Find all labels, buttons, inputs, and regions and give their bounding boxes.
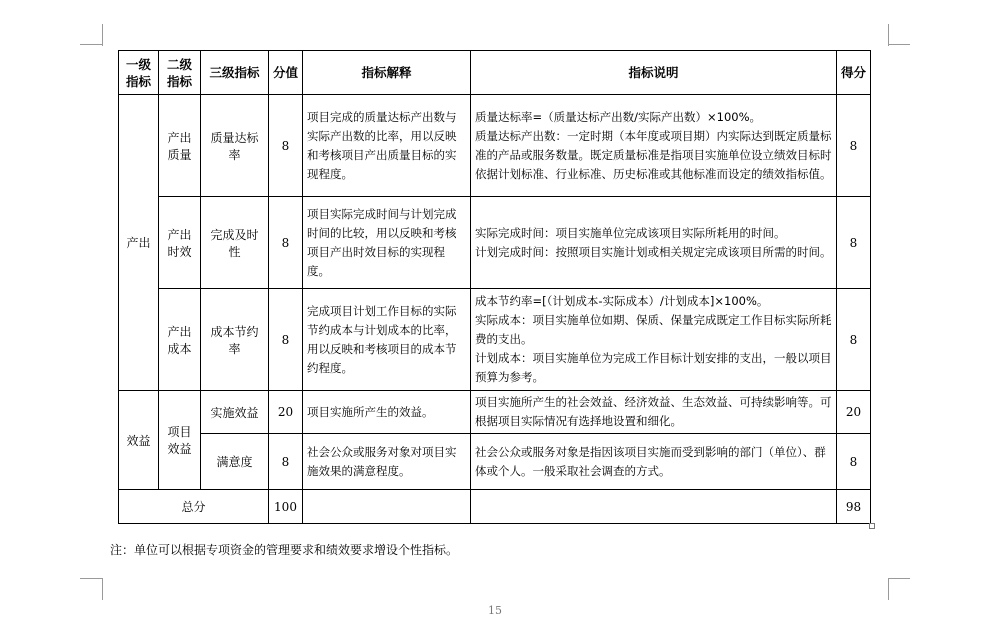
table-row bbox=[119, 391, 871, 434]
header-level1: 一级指标 bbox=[119, 51, 159, 95]
crop-mark bbox=[888, 44, 910, 45]
level2-cell: 产出成本 bbox=[159, 289, 201, 391]
empty-cell bbox=[303, 490, 471, 524]
level3-cell: 成本节约率 bbox=[201, 289, 269, 391]
crop-mark bbox=[80, 578, 102, 579]
explanation-cell: 社会公众或服务对象对项目实施效果的满意程度。 bbox=[303, 434, 471, 490]
explanation-cell: 项目完成的质量达标产出数与实际产出数的比率，用以反映和考核项目产出质量目标的实现程度。 bbox=[303, 95, 471, 197]
crop-mark bbox=[888, 578, 889, 600]
score-cell: 20 bbox=[837, 391, 871, 434]
crop-mark bbox=[888, 24, 889, 46]
level2-cell: 产出质量 bbox=[159, 95, 201, 197]
table-header-row bbox=[119, 51, 871, 95]
header-level3: 三级指标 bbox=[201, 51, 269, 95]
score-cell: 8 bbox=[837, 95, 871, 197]
weight-cell: 8 bbox=[269, 197, 303, 289]
description-cell: 质量达标率=（质量达标产出数/实际产出数）×100%。 质量达标产出数：一定时期（本年度或项目期）内实际达到既定质量标准的产品或服务数量。既定质量标准是指项目实施单位设立绩效目标时依据计划标准、行业标准、历史标准或其他标准而设定的绩效指标值。 bbox=[471, 95, 837, 197]
table-row bbox=[119, 289, 871, 391]
score-cell: 8 bbox=[837, 434, 871, 490]
total-score: 98 bbox=[837, 490, 871, 524]
header-weight: 分值 bbox=[269, 51, 303, 95]
header-explanation: 指标解释 bbox=[303, 51, 471, 95]
explanation-cell: 项目实际完成时间与计划完成时间的比较，用以反映和考核项目产出时效目标的实现程度。 bbox=[303, 197, 471, 289]
crop-mark bbox=[102, 24, 103, 46]
level3-cell: 满意度 bbox=[201, 434, 269, 490]
total-label: 总分 bbox=[119, 490, 269, 524]
explanation-cell: 完成项目计划工作目标的实际节约成本与计划成本的比率，用以反映和考核项目的成本节约程度。 bbox=[303, 289, 471, 391]
performance-indicator-table bbox=[118, 50, 871, 524]
level2-cell: 产出时效 bbox=[159, 197, 201, 289]
crop-mark bbox=[888, 578, 910, 579]
table-row bbox=[119, 434, 871, 490]
table-resize-handle[interactable] bbox=[869, 523, 875, 529]
crop-mark bbox=[102, 578, 103, 600]
page-number: 15 bbox=[488, 604, 502, 617]
score-cell: 8 bbox=[837, 197, 871, 289]
description-cell: 成本节约率=[（计划成本-实际成本）/计划成本]×100%。 实际成本：项目实施单位如期、保质、保量完成既定工作目标实际所耗费的支出。 计划成本：项目实施单位为完成工作目标计划安排的支出，一般以项目预算为参考。 bbox=[471, 289, 837, 391]
score-cell: 8 bbox=[837, 289, 871, 391]
header-description: 指标说明 bbox=[471, 51, 837, 95]
table-row bbox=[119, 95, 871, 197]
group-output: 产出 bbox=[119, 95, 159, 391]
footnote: 注：单位可以根据专项资金的管理要求和绩效要求增设个性指标。 bbox=[110, 543, 459, 557]
description-cell: 社会公众或服务对象是指因该项目实施而受到影响的部门（单位）、群体或个人。一般采取社会调查的方式。 bbox=[471, 434, 837, 490]
weight-cell: 20 bbox=[269, 391, 303, 434]
weight-cell: 8 bbox=[269, 434, 303, 490]
level2-cell: 项目效益 bbox=[159, 391, 201, 490]
total-weight: 100 bbox=[269, 490, 303, 524]
level3-cell: 质量达标率 bbox=[201, 95, 269, 197]
crop-mark bbox=[80, 44, 102, 45]
level3-cell: 完成及时性 bbox=[201, 197, 269, 289]
explanation-cell: 项目实施所产生的效益。 bbox=[303, 391, 471, 434]
header-score: 得分 bbox=[837, 51, 871, 95]
description-cell: 项目实施所产生的社会效益、经济效益、生态效益、可持续影响等。可根据项目实际情况有选择地设置和细化。 bbox=[471, 391, 837, 434]
description-cell: 实际完成时间：项目实施单位完成该项目实际所耗用的时间。 计划完成时间：按照项目实施计划或相关规定完成该项目所需的时间。 bbox=[471, 197, 837, 289]
level3-cell: 实施效益 bbox=[201, 391, 269, 434]
weight-cell: 8 bbox=[269, 95, 303, 197]
header-level2: 二级指标 bbox=[159, 51, 201, 95]
total-row bbox=[119, 490, 871, 524]
empty-cell bbox=[471, 490, 837, 524]
weight-cell: 8 bbox=[269, 289, 303, 391]
group-benefit: 效益 bbox=[119, 391, 159, 490]
table-row bbox=[119, 197, 871, 289]
